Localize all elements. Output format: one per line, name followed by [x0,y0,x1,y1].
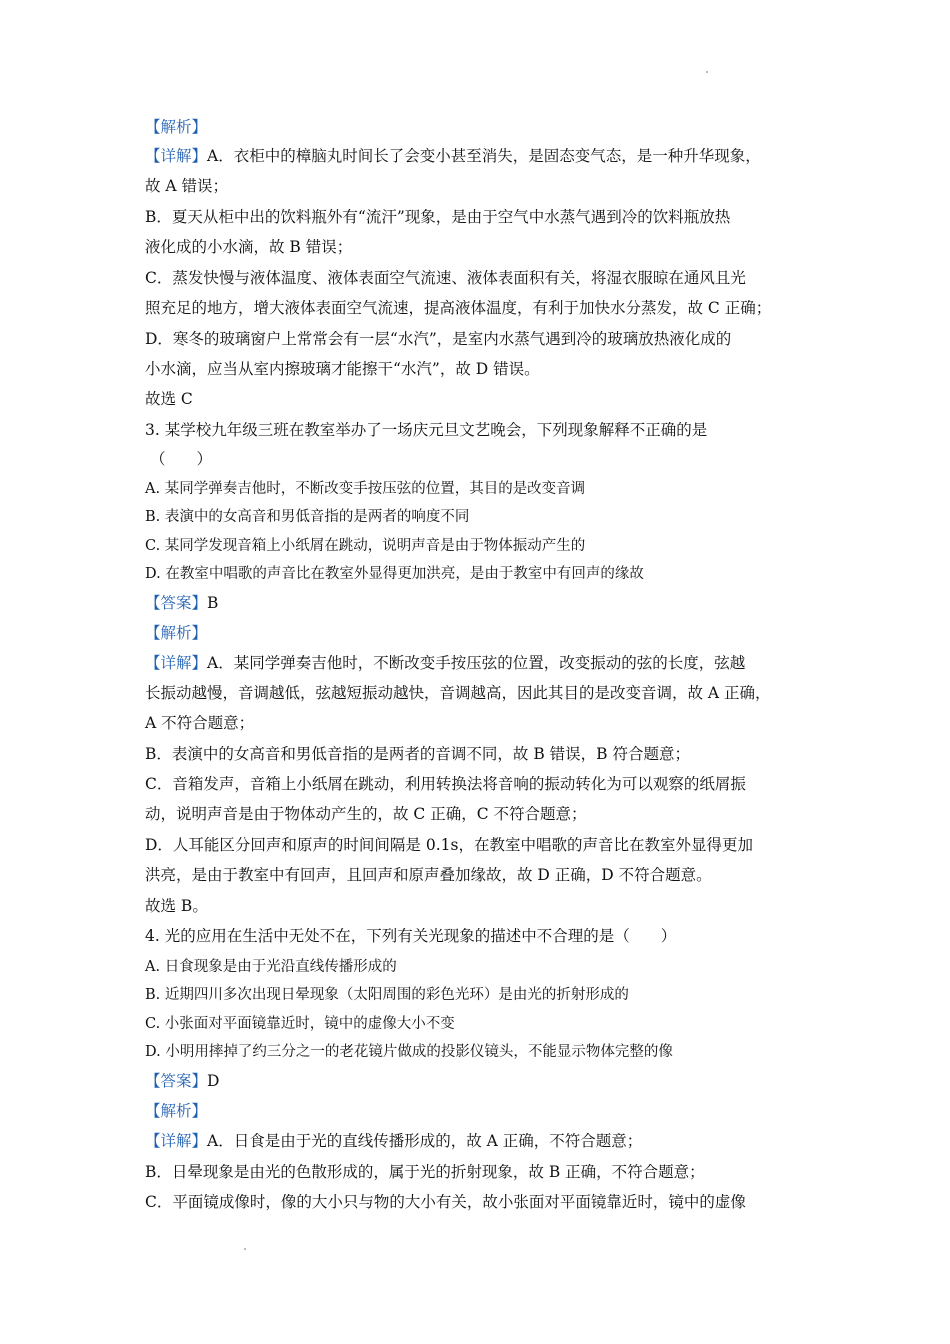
q4-option-b: B. 近期四川多次出现日晕现象（太阳周围的彩色光环）是由光的折射形成的 [145,987,629,1003]
q4-detail-line [145,1131,642,1151]
detail-label: 【详解】 [145,654,208,672]
q2-detail-a-cont: 故 A 错误； [145,177,229,195]
q3-option-b: B. 表演中的女高音和男低音指的是两者的响度不同 [145,509,470,525]
q2-d-cont: 小水滴，应当从室内擦玻璃才能擦干“水汽”，故 D 错误。 [145,360,540,378]
q4-option-a: A. 日食现象是由于光沿直线传播形成的 [145,959,397,975]
answer-label: 【答案】 [145,1072,208,1090]
q4-detail-a-text: A．日食是由于光的直线传播形成的，故 A 正确，不符合题意； [207,1132,643,1150]
corner-mark [706,71,708,73]
q3-d-cont: 洪亮，是由于教室中有回声，且回声和原声叠加缘故，故 D 正确，D 不符合题意。 [145,866,712,884]
q2-b-line: B．夏天从柜中出的饮料瓶外有“流汗”现象，是由于空气中水蒸气遇到冷的饮料瓶放热 [145,208,731,226]
answer-label: 【答案】 [145,594,208,612]
q3-detail-line [145,653,745,673]
q3-c-line: C．音箱发声，音箱上小纸屑在跳动，利用转换法将音响的振动转化为可以观察的纸屑振 [145,775,746,793]
q3-c-cont: 动，说明声音是由于物体动产生的，故 C 正确，C 不符合题意； [145,805,587,823]
q4-c-line: C．平面镜成像时，像的大小只与物的大小有关，故小张面对平面镜靠近时，镜中的虚像 [145,1193,746,1211]
q3-option-c: C. 某同学发现音箱上小纸屑在跳动，说明声音是由于物体振动产生的 [145,538,586,554]
q3-answer-line [145,593,218,613]
q3-choose: 故选 B。 [145,897,208,915]
q4-stem: 4. 光的应用在生活中无处不在，下列有关光现象的描述中不合理的是（ ） [145,927,677,945]
q2-detail-a-text: A．衣柜中的樟脑丸时间长了会变小甚至消失，是固态变气态，是一种升华现象， [207,147,761,165]
q3-answer-value: B [207,594,219,612]
q3-detail-a-cont2: A 不符合题意； [145,714,255,732]
q3-detail-a-text: A．某同学弹奏吉他时，不断改变手按压弦的位置，改变振动的弦的长度，弦越 [207,654,746,672]
q2-choose: 故选 C [145,390,193,408]
q2-b-cont: 液化成的小水滴，故 B 错误； [145,238,353,256]
q4-answer-line [145,1071,219,1091]
q4-option-c: C. 小张面对平面镜靠近时，镜中的虚像大小不变 [145,1016,455,1032]
q3-d-line: D．人耳能区分回声和原声的时间间隔是 0.1s，在教室中唱歌的声音比在教室外显得更加 [145,836,753,854]
q3-stem: 3. 某学校九年级三班在教室举办了一场庆元旦文艺晚会，下列现象解释不正确的是 [145,421,708,439]
detail-label: 【详解】 [145,147,208,165]
q3-detail-a-cont: 长振动越慢，音调越低，弦越短振动越快，音调越高，因此其目的是改变音调，故 A 正确， [145,684,771,702]
q3-option-d: D. 在教室中唱歌的声音比在教室外显得更加洪亮，是由于教室中有回声的缘故 [145,566,644,582]
q2-detail-line [145,146,761,166]
analysis-label: 【解析】 [145,1102,208,1120]
q4-b-line: B．日晕现象是由光的色散形成的，属于光的折射现象，故 B 正确，不符合题意； [145,1163,705,1181]
q3-b-line: B．表演中的女高音和男低音指的是两者的音调不同，故 B 错误，B 符合题意； [145,745,690,763]
q3-option-a: A. 某同学弹奏吉他时，不断改变手按压弦的位置，其目的是改变音调 [145,481,586,497]
q3-answer-paren: （ ） [150,450,213,468]
q4-option-d: D. 小明用摔掉了约三分之一的老花镜片做成的投影仪镜头，不能显示物体完整的像 [145,1044,673,1060]
detail-label: 【详解】 [145,1132,208,1150]
analysis-label: 【解析】 [145,624,208,642]
q4-answer-value: D [207,1072,220,1090]
q2-d-line: D．寒冬的玻璃窗户上常常会有一层“水汽”，是室内水蒸气遇到冷的玻璃放热液化成的 [145,330,732,348]
q2-c-line: C．蒸发快慢与液体温度、液体表面空气流速、液体表面积有关，将湿衣服晾在通风且光 [145,269,746,287]
footer-mark [244,1248,246,1250]
q2-c-cont: 照充足的地方，增大液体表面空气流速，提高液体温度，有利于加快水分蒸发，故 C 正确； [145,299,772,317]
analysis-label: 【解析】 [145,118,208,136]
